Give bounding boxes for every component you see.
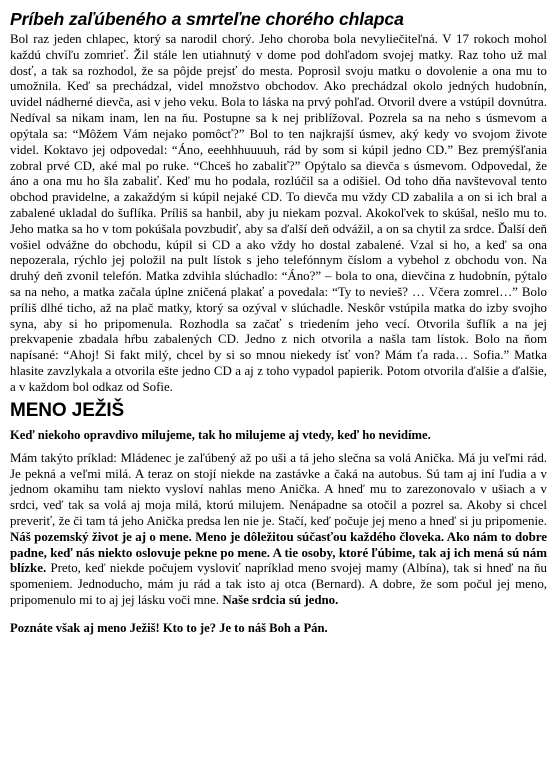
document-page [10, 6, 547, 636]
lead-sentence: Keď niekoho opravdivo milujeme, tak ho milujeme aj vtedy, keď ho nevidíme. [10, 427, 431, 442]
example-text-2: Preto, keď niekde počujem vysloviť napríklad meno svojej mamy (Albína), tak si hneď na ňu spomeniem. Jednoducho, mám ju rád a tak isto aj otca (Bernard). A dobre, že som počul jej meno, pripomenulo mi to aj jej lásku voči mne. [10, 561, 547, 607]
story-title: Príbeh zaľúbeného a smrteľne chorého chlapca [10, 9, 404, 29]
section-title: MENO JEŽIŠ [10, 399, 125, 421]
example-text-1: Mám takýto príklad: Mládenec je zaľúbený až po uši a tá jeho slečna sa volá Anička. Má ju veľmi rád. Je pekná a veľmi milá. A teraz on stojí niekde na zastávke a čaká na autobus. Sú tam aj iní ľudia a v jednom okamihu tam niekto vysloví nahlas meno Anička. A hneď mu to zarezonovalo v ušiach a v srdci, veď tak sa volá aj moja milá, ktorú milujem. Nenápadne sa otočil a pozrel sa. Akoby si chcel preveriť, že či tam tá jeho Anička predsa len nie je. Stačí, keď počuje jej meno a hneď si ju pripomenie. [10, 450, 547, 528]
example-emphasis-1: Náš pozemský život je aj o mene. Meno je dôležitou súčasťou každého človeka. Ako nám to dobre padne, keď nás niekto oslovuje pekne po mene. A tie osoby, ktoré ľúbime, tak aj ich mená sú nám blízke. [10, 529, 547, 576]
story-text: Bol raz jeden chlapec, ktorý sa narodil chorý. Jeho choroba bola nevyliečiteľná. V 17 rokoch mohol každú chvíľu zomrieť. Žil stále len utiahnutý v dome pod dohľadom svojej matky. Raz toho už mal dosť, a tak sa rozhodol, že sa pôjde prejsť do mesta. Poprosil svoju matku o dovolenie a ona mu to umožnila. Keď sa prechádzal, videl množstvo obchodov. Ako prechádzal okolo jedných hudobnín, uvidel nádherné dievča, asi v jeho veku. Bola to láska na prvý pohľad. Otvoril dvere a vstúpil dovnútra. Nedíval sa nikam inam, len na ňu. Postupne sa k nej priblížoval. Pozrela sa na neho s úsmevom a opýtala sa: “Môžem Vám nejako pomôcť?” Bol to ten najkrajší úsmev, aký kedy vo svojom živote videl. Koktavo jej odpovedal: “Áno, eeehhhuuuuh, rád by som si kúpil jedno CD.” Bez premýšľania zobral prvé CD, aké mal po ruke. “Chceš ho zabaliť?” Opýtalo sa dievča s úsmevom. Odpovedal, že áno a ona mu ho šla zabaliť. Keď mu ho podala, rozlúčil sa a odišiel. Od toho dňa navštevoval tento obchod pravidelne, a zakaždým si kúpil nejaké CD. To dievča mu vždy CD zabalila a on si ich bral a zabalené ukladal do šuflíka. Príliš sa hanbil, aby ju niekam pozval. Akokoľvek to skúšal, nešlo mu to. Jeho matka sa ho v tom pokúšala povzbudiť, aby sa ďalší deň odvážil, a on sa chytil za srdce. Ďalší deň vošiel odvážne do obchodu, kúpil si CD a ako vždy ho dostal zabalené. Vzal si ho, a keď sa ona nepozerala, rýchlo jej položil na pult lístok s jeho telefónnym číslom a vybehol z obchodu von. Na druhý deň zvonil telefón. Matka zdvihla slúchadlo: “Áno?” – bola to ona, dievčina z hudobnín, pýtalo sa na neho, a matka začala úplne zničená plakať a povedala: “Ty to nevieš? … Včera zomrel…” Bolo príliš dlhé ticho, až na plač matky, ktorý sa ozýval v slúchadle. Neskôr vstúpila matka do izby svojho syna, aby si ho pripomenula. Rozhodla sa začať s triedením jeho vecí. Otvorila šuflík a na jej prekvapenie zbadala hŕbu zabalených CD. Jedno z nich otvorila a našla tam lístok. Bolo na ňom napísané: “Ahoj! Si fakt milý, chcel by si so mnou niekedy ísť von? Mám ťa rada… Sofia.” Matka hlasite zavzlykala a otvorila ešte jedno CD a aj z toho vypadol papierik. Potom otvorila ďalšie a ďalšie, a v každom bol odkaz od Sofie. [10, 32, 547, 394]
example-emphasis-2: Naše srdcia sú jedno. [222, 593, 339, 607]
example-paragraph [10, 451, 547, 609]
closing-question: Poznáte však aj meno Ježiš! Kto to je? Je to náš Boh a Pán. [10, 620, 328, 635]
